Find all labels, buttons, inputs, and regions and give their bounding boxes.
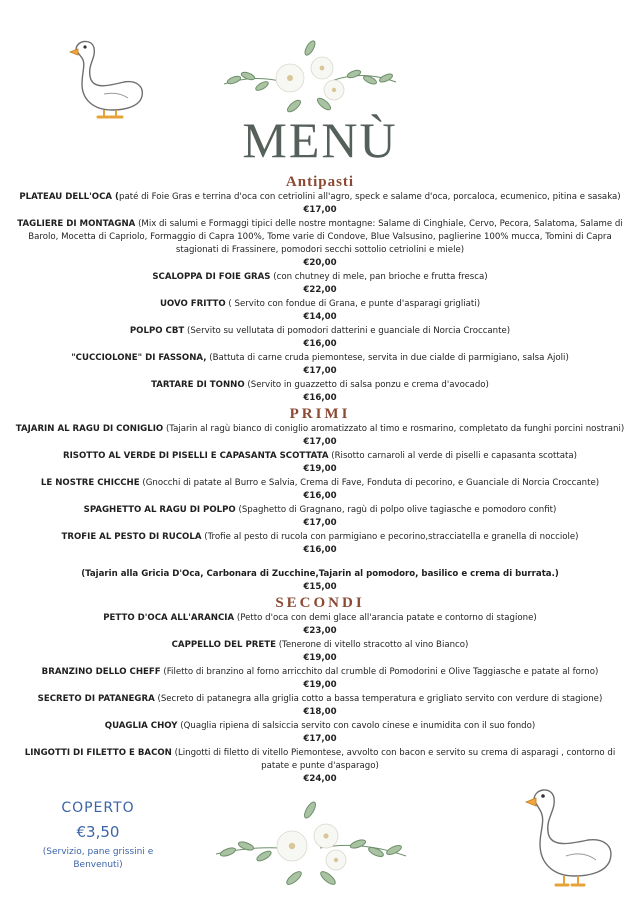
item-price: €17,00 xyxy=(303,518,337,528)
item-price: €19,00 xyxy=(303,680,337,690)
menu-item: CAPPELLO DEL PRETE (Tenerone di vitello stracotto al vino Bianco) xyxy=(171,640,469,650)
menu-item: SECRETO DI PATANEGRA (Secreto di patanegra alla griglia cotto a bassa temperatura e grigliato servito con verdure di stagione) xyxy=(37,694,603,704)
special-item: (Tajarin alla Gricia D'Oca, Carbonara di Zucchine,Tajarin al pomodoro, basilico e crema di burrata.) xyxy=(81,569,559,579)
section-title-primi: PRIMI xyxy=(289,406,351,422)
menu-item: "CUCCIOLONE" DI FASSONA, (Battuta di carne cruda piemontese, servita in due cialde di parmigiano, salsa Ajoli) xyxy=(71,353,569,363)
menu-content xyxy=(14,174,626,787)
item-price: €15,00 xyxy=(303,582,337,592)
menu-item: SCALOPPA DI FOIE GRAS (con chutney di mele, pan brioche e frutta fresca) xyxy=(152,272,488,282)
item-price: €16,00 xyxy=(303,339,337,349)
goose-icon xyxy=(520,780,616,890)
coperto-note: (Servizio, pane grissini e Benvenuti) xyxy=(42,847,154,870)
menu-item: LINGOTTI DI FILETTO E BACON (Lingotti di filetto di vitello Piemontese, avvolto con bacon e servito su crema di asparagi , contorno di patate e punte d'asparago) xyxy=(24,748,616,771)
goose-icon xyxy=(64,34,148,120)
item-price: €22,00 xyxy=(303,285,337,295)
item-price: €19,00 xyxy=(303,464,337,474)
item-price: €23,00 xyxy=(303,626,337,636)
item-price: €16,00 xyxy=(303,393,337,403)
menu-title: MENÙ xyxy=(242,112,398,168)
menu-item: POLPO CBT (Servito su vellutata di pomodori datterini e guanciale di Norcia Croccante) xyxy=(129,326,511,336)
item-price: €14,00 xyxy=(303,312,337,322)
item-price: €17,00 xyxy=(303,734,337,744)
menu-item: SPAGHETTO AL RAGU DI POLPO (Spaghetto di Gragnano, ragù di polpo olive tagiasche e pomodoro confit) xyxy=(83,505,557,515)
menu-item: PLATEAU DELL'OCA (paté di Foie Gras e terrina d'oca con cetriolini all'agro, speck e salame d'oca, porcaloca, ecumenico, pitina e sasaka) xyxy=(19,192,621,202)
item-price: €19,00 xyxy=(303,653,337,663)
menu-item: TAGLIERE DI MONTAGNA (Mix di salumi e Formaggi tipici delle nostre montagne: Salame di Cinghiale, Cervo, Pecora, Salatoma, Salame di Barolo, Mocetta di Capriolo, Formaggio di Capra 100%, Tome varie di Condove, Blue Valsusino, paglierine 100% mucca, Tomini di Capra stagionati di Frassinere, pomodori secchi sottolio cetriolini e miele) xyxy=(17,219,623,255)
menu-item: PETTO D'OCA ALL'ARANCIA (Petto d'oca con demi glace all'arancia patate e contorno di stagione) xyxy=(103,613,537,623)
item-price: €18,00 xyxy=(303,707,337,717)
item-price: €17,00 xyxy=(303,437,337,447)
item-price: €17,00 xyxy=(303,205,337,215)
menu-item: LE NOSTRE CHICCHE (Gnocchi di patate al Burro e Salvia, Crema di Fave, Fonduta di pecorino, e Guanciale di Norcia Croccante) xyxy=(40,478,600,488)
item-price: €24,00 xyxy=(303,774,337,784)
menu-item: TAJARIN AL RAGU DI CONIGLIO (Tajarin al ragù bianco di coniglio aromatizzato al timo e rosmarino, completato da funghi porcini nostrani) xyxy=(15,424,625,434)
coperto-amount: €3,50 xyxy=(76,823,120,841)
section-title-secondi: SECONDI xyxy=(275,595,365,611)
menu-item: RISOTTO AL VERDE DI PISELLI E CAPASANTA SCOTTATA (Risotto carnaroli al verde di piselli e capasanta scottata) xyxy=(62,451,578,461)
menu-item: UOVO FRITTO ( Servito con fondue di Grana, e punte d'asparagi grigliati) xyxy=(159,299,481,309)
section-title-antipasti: Antipasti xyxy=(285,174,355,190)
spacer xyxy=(14,558,626,568)
flower-bouquet-icon xyxy=(210,800,410,886)
coperto-box xyxy=(28,798,168,872)
item-price: €16,00 xyxy=(303,545,337,555)
menu-item: QUAGLIA CHOY (Quaglia ripiena di salsiccia servito con cavolo cinese e inumidita con il suo fondo) xyxy=(104,721,536,731)
menu-item: TARTARE DI TONNO (Servito in guazzetto di salsa ponzu e crema d'avocado) xyxy=(151,380,489,390)
item-price: €17,00 xyxy=(303,366,337,376)
menu-item: TROFIE AL PESTO DI RUCOLA (Trofie al pesto di rucola con parmigiano e pecorino,stracciatella e granella di nocciole) xyxy=(61,532,579,542)
menu-item: BRANZINO DELLO CHEFF (Filetto di branzino al forno arricchito dal crumble di Pomodorini e Olive Taggiasche e patate al forno) xyxy=(41,667,599,677)
item-price: €20,00 xyxy=(303,258,337,268)
flower-bouquet-icon xyxy=(214,34,406,116)
item-price: €16,00 xyxy=(303,491,337,501)
coperto-label: COPERTO xyxy=(61,800,135,816)
